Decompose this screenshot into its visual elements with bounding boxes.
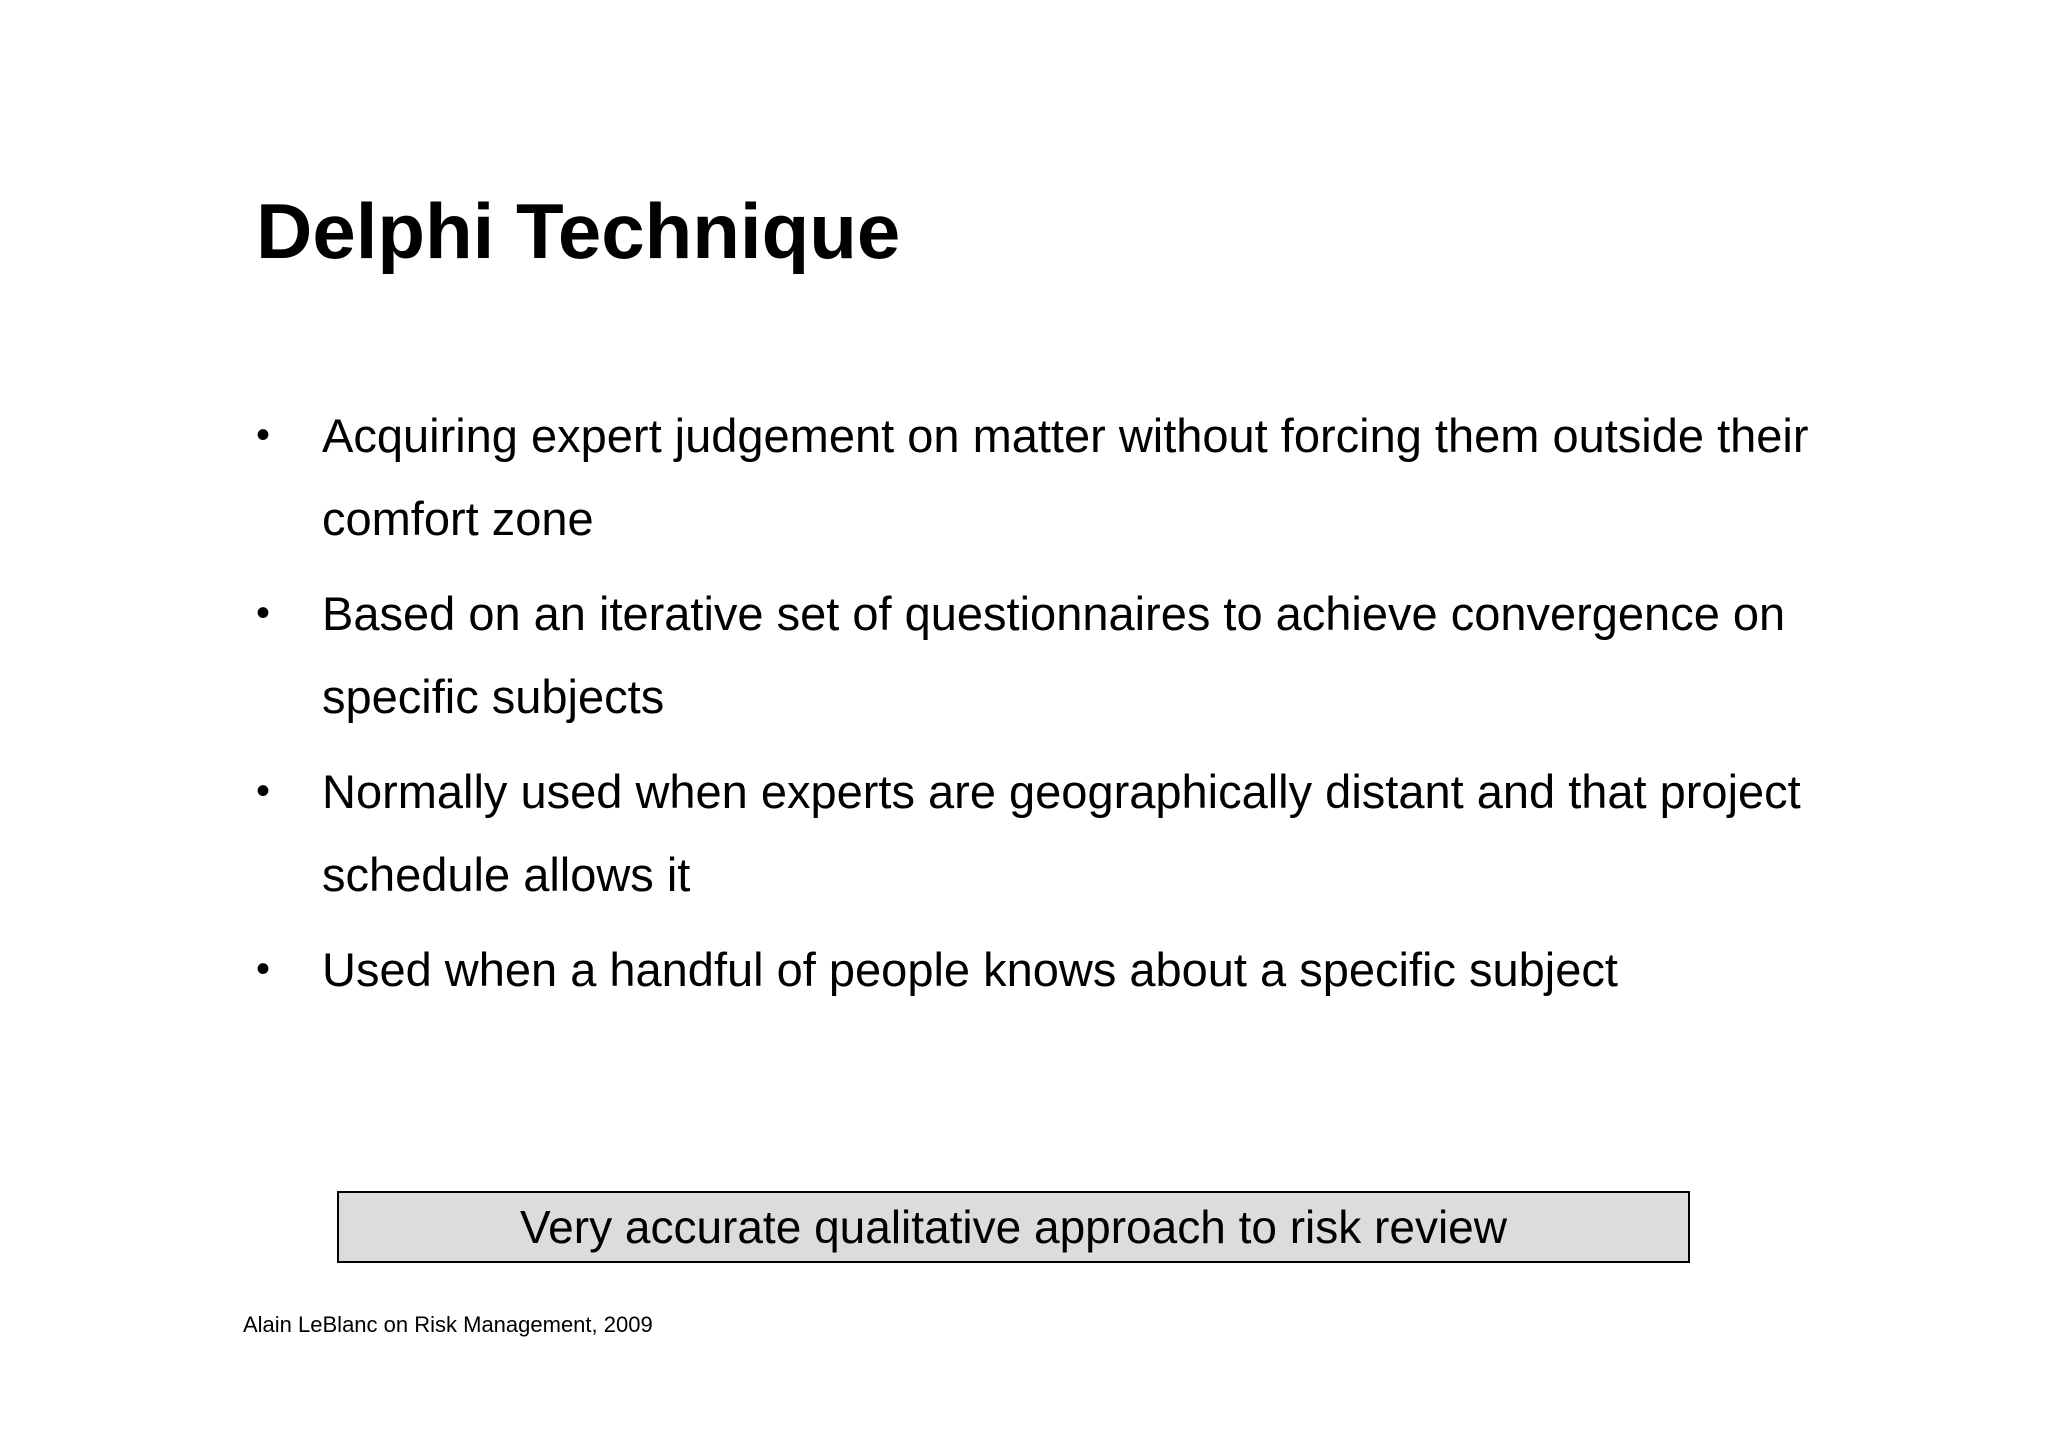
slide-title: Delphi Technique	[256, 187, 901, 275]
footer-credit: Alain LeBlanc on Risk Management, 2009	[243, 1312, 653, 1337]
bullet-text: Used when a handful of people knows about a specific subject	[322, 943, 1618, 996]
bullet-marker: •	[256, 769, 271, 813]
bullet-item	[256, 394, 1816, 560]
callout-box	[337, 1191, 1690, 1263]
bullet-item	[256, 928, 1816, 1011]
bullet-text: Acquiring expert judgement on matter without forcing them outside their comfort zone	[322, 409, 1809, 545]
bullet-marker: •	[256, 947, 271, 991]
bullet-list	[256, 394, 1816, 1023]
bullet-text: Normally used when experts are geographically distant and that project schedule allows it	[322, 765, 1801, 901]
bullet-text: Based on an iterative set of questionnaires to achieve convergence on specific subjects	[322, 587, 1786, 723]
bullet-item	[256, 572, 1816, 738]
callout-text: Very accurate qualitative approach to risk review	[520, 1201, 1507, 1253]
bullet-marker: •	[256, 413, 271, 457]
bullet-marker: •	[256, 591, 271, 635]
bullet-item	[256, 750, 1816, 916]
